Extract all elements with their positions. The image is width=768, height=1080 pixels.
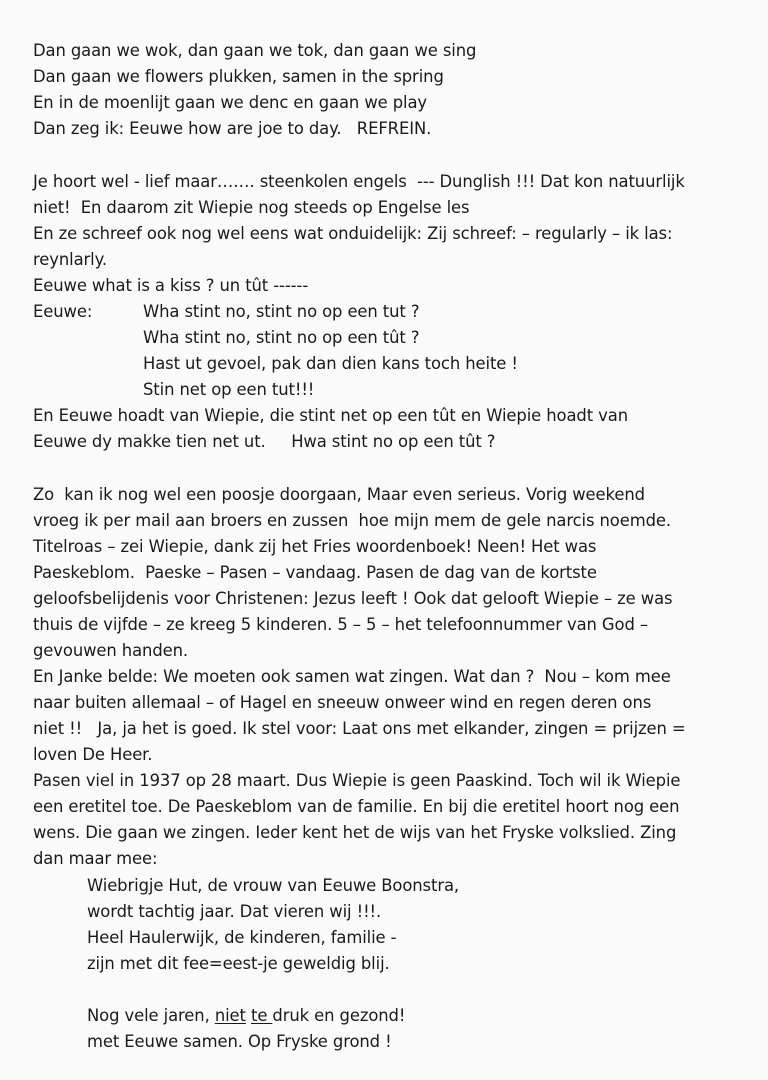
paragraph-line: Eeuwe dy makke tien net ut. Hwa stint no op een tût ? xyxy=(33,432,496,451)
stanza-line: Dan gaan we wok, dan gaan we tok, dan gaan we sing xyxy=(33,41,477,60)
underlined-word: niet xyxy=(214,1006,246,1025)
paragraph-line: thuis de vijfde – ze kreeg 5 kinderen. 5 – 5 – het telefoonnummer van God – xyxy=(33,615,648,634)
paragraph-line: Zo kan ik nog wel een poosje doorgaan, Maar even serieus. Vorig weekend xyxy=(33,485,645,504)
song-line: zijn met dit fee=eest-je geweldig blij. xyxy=(87,954,390,973)
paragraph-line: naar buiten allemaal – of Hagel en sneeuw onweer wind en regen deren ons xyxy=(33,693,652,712)
dialogue-line: Wha stint no, stint no op een tût ? xyxy=(143,328,420,347)
paragraph-line: geloofsbelijdenis voor Christenen: Jezus leeft ! Ook dat gelooft Wiepie – ze was xyxy=(33,589,673,608)
paragraph-line: Eeuwe what is a kiss ? un tût ------ xyxy=(33,276,309,295)
dialogue-speaker: Eeuwe: xyxy=(33,302,93,321)
stanza-line: En in de moenlijt gaan we denc en gaan we play xyxy=(33,93,428,112)
song-line: met Eeuwe samen. Op Fryske grond ! xyxy=(87,1032,392,1051)
paragraph-line: vroeg ik per mail aan broers en zussen hoe mijn mem de gele narcis noemde. xyxy=(33,511,671,530)
paragraph-line: Paeskeblom. Paeske – Pasen – vandaag. Pasen de dag van de kortste xyxy=(33,563,597,582)
dialogue-line: Wha stint no, stint no op een tut ? xyxy=(143,302,420,321)
paragraph-line: En Eeuwe hoadt van Wiepie, die stint net op een tût en Wiepie hoadt van xyxy=(33,406,628,425)
paragraph-line: Titelroas – zei Wiepie, dank zij het Fries woordenboek! Neen! Het was xyxy=(33,537,597,556)
paragraph-line: En ze schreef ook nog wel eens wat onduidelijk: Zij schreef: – regularly – ik las: xyxy=(33,224,673,243)
paragraph-line: gevouwen handen. xyxy=(33,641,188,660)
paragraph-line: Pasen viel in 1937 op 28 maart. Dus Wiepie is geen Paaskind. Toch wil ik Wiepie xyxy=(33,771,681,790)
paragraph-line: wens. Die gaan we zingen. Ieder kent het de wijs van het Fryske volkslied. Zing xyxy=(33,823,677,842)
paragraph-line: niet !! Ja, ja het is goed. Ik stel voor: Laat ons met elkander, zingen = prijzen = xyxy=(33,719,686,738)
paragraph-line: reynlarly. xyxy=(33,250,108,269)
song-line: Wiebrigje Hut, de vrouw van Eeuwe Boonstra, xyxy=(87,876,460,895)
song-line: wordt tachtig jaar. Dat vieren wij !!!. xyxy=(87,902,382,921)
paragraph-line: een eretitel toe. De Paeskeblom van de familie. En bij die eretitel hoort nog een xyxy=(33,797,680,816)
stanza-line: Dan zeg ik: Eeuwe how are joe to day. REFREIN. xyxy=(33,119,432,138)
dialogue-line: Stin net op een tut!!! xyxy=(143,380,315,399)
stanza-line: Dan gaan we flowers plukken, samen in the spring xyxy=(33,67,444,86)
dialogue-line: Hast ut gevoel, pak dan dien kans toch heite ! xyxy=(143,354,518,373)
song-line: Heel Haulerwijk, de kinderen, familie - xyxy=(87,928,397,947)
paragraph-line: dan maar mee: xyxy=(33,849,158,868)
paragraph-line: niet! En daarom zit Wiepie nog steeds op Engelse les xyxy=(33,198,470,217)
song-text: Nog vele jaren, xyxy=(87,1006,215,1025)
paragraph-line: En Janke belde: We moeten ook samen wat zingen. Wat dan ? Nou – kom mee xyxy=(33,667,671,686)
paragraph-line: loven De Heer. xyxy=(33,745,153,764)
song-text: druk en gezond! xyxy=(272,1006,406,1025)
underlined-word: te xyxy=(251,1006,273,1025)
song-line xyxy=(87,1003,405,1029)
paragraph-line: Je hoort wel - lief maar……. steenkolen engels --- Dunglish !!! Dat kon natuurlijk xyxy=(33,172,685,191)
